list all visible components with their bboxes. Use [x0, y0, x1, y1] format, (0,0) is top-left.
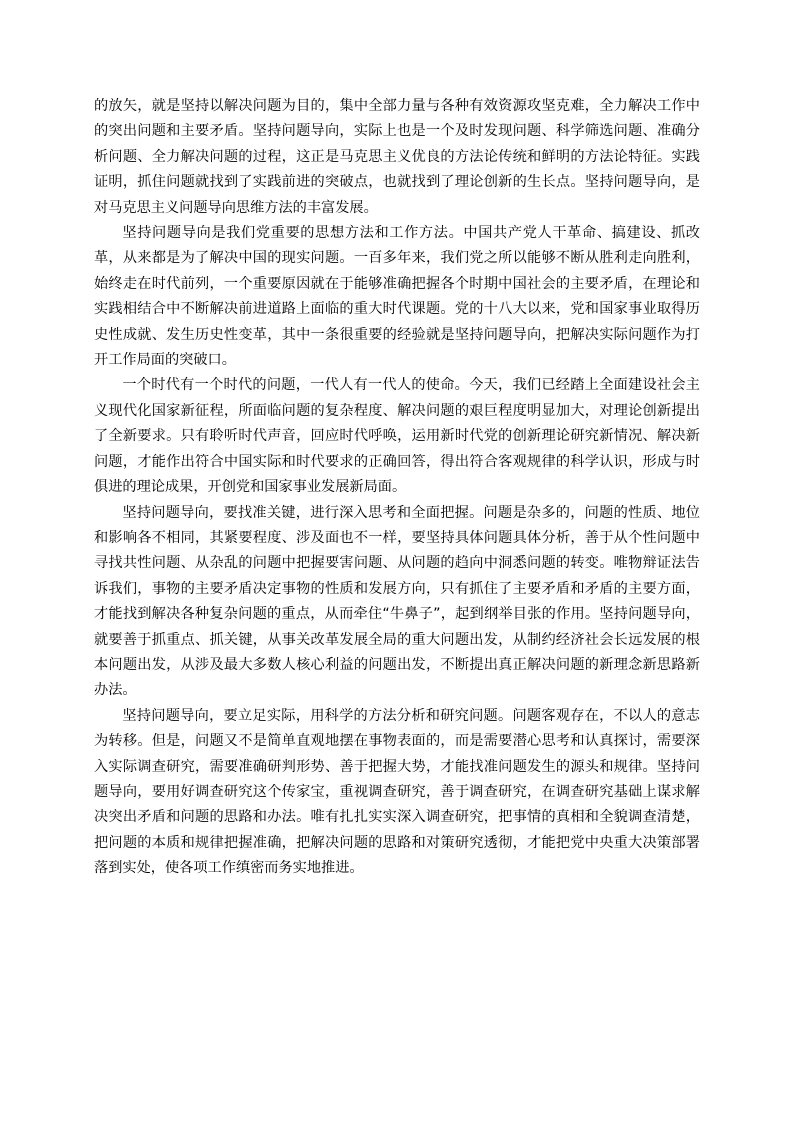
paragraph-3: 一个时代有一个时代的问题，一代人有一代人的使命。今天，我们已经踏上全面建设社会主义现代化国家新征程，所面临问题的复杂程度、解决问题的艰巨程度明显加大，对理论创新提出了全新要求。只有聆听时代声音，回应时代呼唤，运用新时代党的创新理论研究新情况、解决新问题，才能作出符合中国实际和时代要求的正确回答，得出符合客观规律的科学认识，形成与时俱进的理论成果，开创党和国家事业发展新局面。: [94, 377, 700, 496]
document-body: [94, 94, 700, 882]
paragraph-5: 坚持问题导向，要立足实际，用科学的方法分析和研究问题。问题客观存在，不以人的意志为转移。但是，问题又不是简单直观地摆在事物表面的，而是需要潜心思考和认真探讨，需要深入实际调查研究，需要准确研判形势、善于把握大势，才能找准问题发生的源头和规律。坚持问题导向，要用好调查研究这个传家宝，重视调查研究，善于调查研究，在调查研究基础上谋求解决突出矛盾和问题的思路和办法。唯有扎扎实实深入调查研究，把事情的真相和全貌调查清楚，把问题的本质和规律把握准确，把解决问题的思路和对策研究透彻，才能把党中央重大决策部署落到实处，使各项工作缜密而务实地推进。: [94, 707, 700, 877]
paragraph-4: 坚持问题导向，要找准关键，进行深入思考和全面把握。问题是杂多的，问题的性质、地位和影响各不相同，其紧要程度、涉及面也不一样，要坚持具体问题具体分析，善于从个性问题中寻找共性问题、从杂乱的问题中把握要害问题、从问题的趋向中洞悉问题的转变。唯物辩证法告诉我们，事物的主要矛盾决定事物的性质和发展方向，只有抓住了主要矛盾和矛盾的主要方面，才能找到解决各种复杂问题的重点，从而牵住“牛鼻子”，起到纲举目张的作用。坚持问题导向，就要善于抓重点、抓关键，从事关改革发展全局的重大问题出发，从制约经济社会长远发展的根本问题出发，从涉及最大多数人核心利益的问题出发，不断提出真正解决问题的新理念新思路新办法。: [94, 504, 700, 699]
paragraph-2: 坚持问题导向是我们党重要的思想方法和工作方法。中国共产党人干革命、搞建设、抓改革，从来都是为了解决中国的现实问题。一百多年来，我们党之所以能够不断从胜利走向胜利，始终走在时代前列，一个重要原因就在于能够准确把握各个时期中国社会的主要矛盾，在理论和实践相结合中不断解决前进道路上面临的重大时代课题。党的十八大以来，党和国家事业取得历史性成就、发生历史性变革，其中一条很重要的经验就是坚持问题导向，把解决实际问题作为打开工作局面的突破口。: [94, 225, 700, 369]
paragraph-1: 的放矢，就是坚持以解决问题为目的，集中全部力量与各种有效资源攻坚克难，全力解决工作中的突出问题和主要矛盾。坚持问题导向，实际上也是一个及时发现问题、科学筛选问题、准确分析问题、全力解决问题的过程，这正是马克思主义优良的方法论传统和鲜明的方法论特征。实践证明，抓住问题就找到了实践前进的突破点，也就找到了理论创新的生长点。坚持问题导向，是对马克思主义问题导向思维方法的丰富发展。: [94, 98, 700, 216]
